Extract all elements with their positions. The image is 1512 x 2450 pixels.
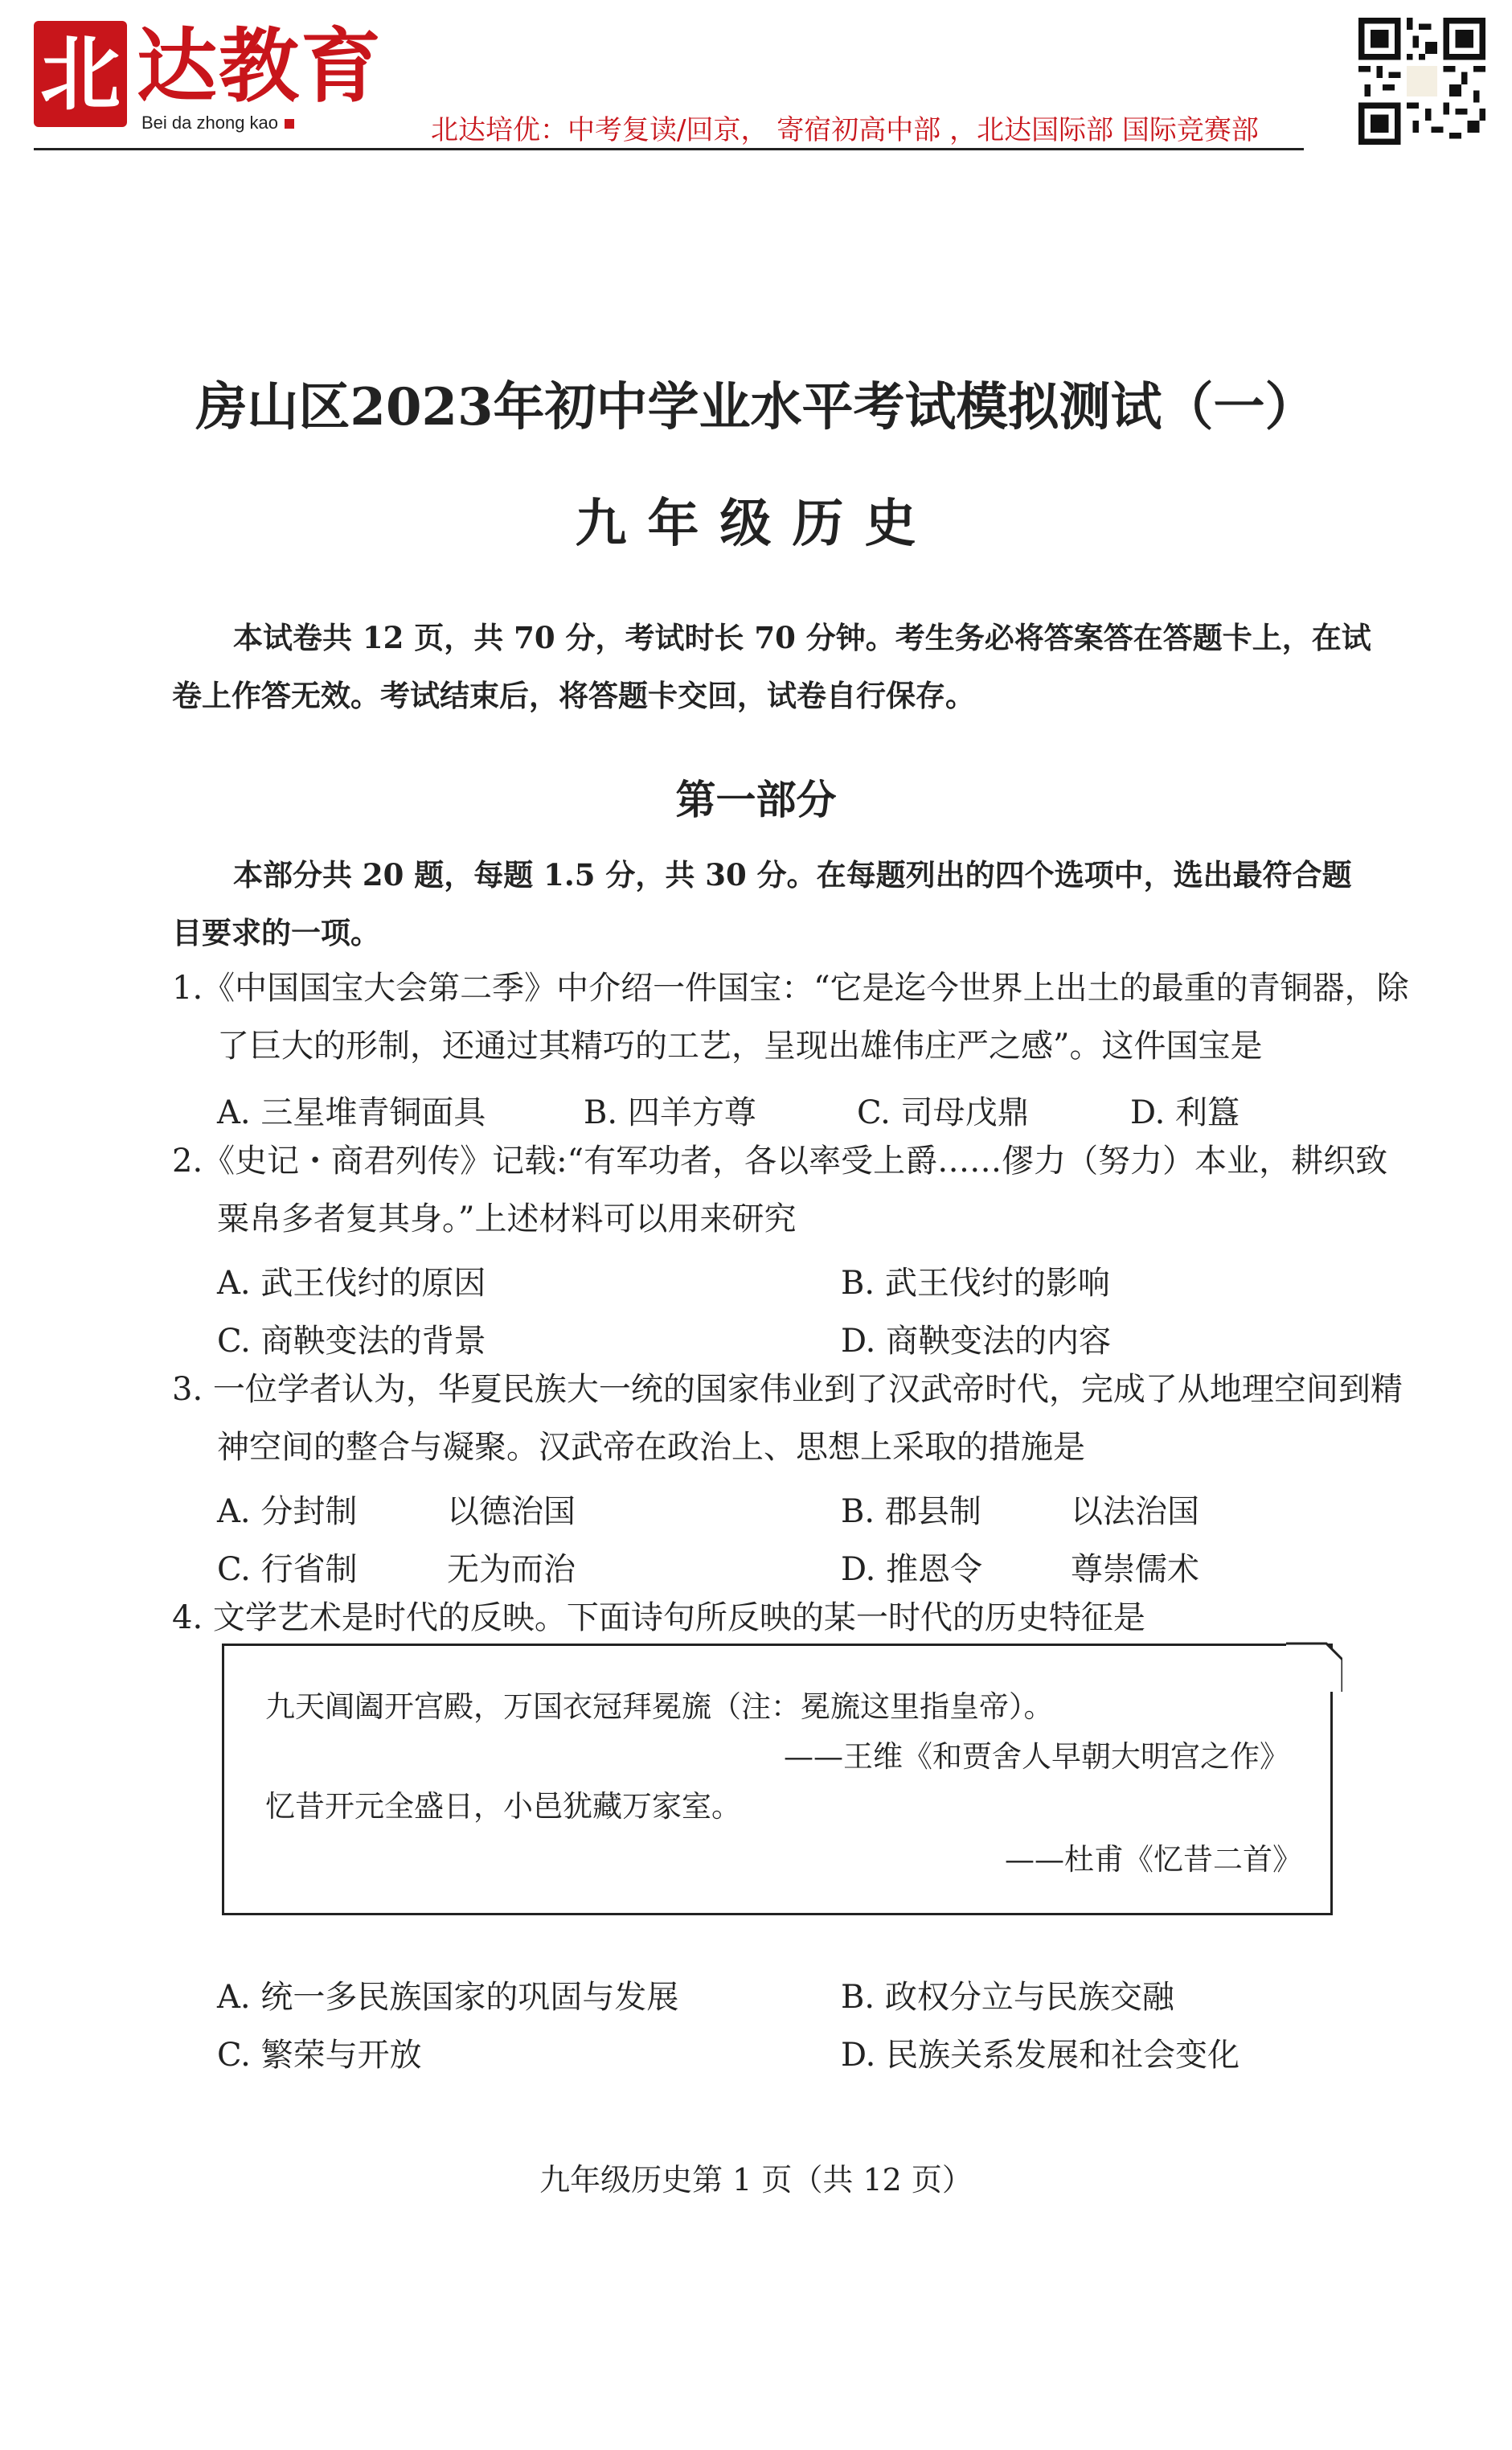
section-intro-line-2: 目要求的一项。 — [172, 915, 380, 950]
poem-line-1: 九天阊阖开宫殿，万国衣冠拜冕旒（注：冕旒这里指皇帝）。 — [265, 1689, 1054, 1724]
exam-notice-line-2: 卷上作答无效。考试结束后，将答题卡交回，试卷自行保存。 — [172, 678, 975, 713]
question-4-option-b[interactable]: B. 政权分立与民族交融 — [841, 1979, 1174, 2016]
exam-subtitle: 九年级历史 — [575, 494, 937, 554]
question-2-option-c[interactable]: C. 商鞅变法的背景 — [217, 1323, 486, 1360]
logo-mark: 北 — [34, 21, 127, 127]
header-tagline: 北达培优：中考复读/回京， 寄宿初高中部 ，北达国际部 国际竞赛部 — [431, 114, 1259, 146]
question-2-line-2: 粟帛多者复其身。”上述材料可以用来研究 — [217, 1200, 797, 1237]
logo-subtitle-text: Bei da zhong kao — [141, 113, 279, 133]
poem-source-1: ——王维《和贾舍人早朝大明宫之作》 — [784, 1739, 1289, 1774]
option-term: A. 分封制 — [217, 1493, 358, 1530]
question-1-line-1: 1.《中国国宝大会第二季》中介绍一件国宝：“它是迄今世界上出土的最重的青铜器，除 — [172, 970, 1409, 1007]
question-3-option-d[interactable] — [841, 1544, 1199, 1590]
option-term: 无为而治 — [447, 1551, 576, 1588]
poem-source-2: ——杜甫《忆昔二首》 — [1005, 1842, 1302, 1877]
question-3-option-c[interactable] — [217, 1544, 576, 1590]
question-3-line-1: 3. 一位学者认为，华夏民族大一统的国家伟业到了汉武帝时代，完成了从地理空间到精 — [172, 1371, 1403, 1408]
option-term: D. 推恩令 — [841, 1551, 983, 1588]
question-3-option-b[interactable] — [841, 1486, 1199, 1532]
section-title: 第一部分 — [675, 776, 837, 823]
option-term: 以德治国 — [447, 1493, 576, 1530]
question-4-option-c[interactable]: C. 繁荣与开放 — [217, 2037, 422, 2074]
logo-text: 达教育 — [137, 19, 383, 113]
poem-line-2: 忆昔开元全盛日，小邑犹藏万家室。 — [265, 1789, 741, 1824]
question-4-line-1: 4. 文学艺术是时代的反映。下面诗句所反映的某一时代的历史特征是 — [172, 1599, 1145, 1636]
option-term: 尊崇儒术 — [1071, 1551, 1199, 1588]
question-2-option-b[interactable]: B. 武王伐纣的影响 — [841, 1265, 1110, 1302]
qr-code-icon — [1358, 18, 1485, 145]
question-2-option-a[interactable]: A. 武王伐纣的原因 — [217, 1265, 486, 1302]
question-4-option-d[interactable]: D. 民族关系发展和社会变化 — [841, 2037, 1240, 2074]
folded-corner-icon — [1286, 1635, 1342, 1692]
question-1-option-d[interactable]: D. 利簋 — [1130, 1094, 1240, 1131]
question-3-option-a[interactable] — [217, 1486, 576, 1532]
question-3-line-2: 神空间的整合与凝聚。汉武帝在政治上、思想上采取的措施是 — [217, 1429, 1085, 1466]
question-1-option-a[interactable]: A. 三星堆青铜面具 — [217, 1094, 486, 1131]
question-2-line-1: 2.《史记・商君列传》记载:“有军功者，各以率受上爵……僇力（努力）本业，耕织致 — [172, 1143, 1388, 1180]
question-1-option-b[interactable]: B. 四羊方尊 — [584, 1094, 756, 1131]
page-footer: 九年级历史第 1 页（共 12 页） — [539, 2162, 973, 2198]
option-term: C. 行省制 — [217, 1551, 358, 1588]
exam-notice-line-1: 本试卷共 12 页，共 70 分，考试时长 70 分钟。考生务必将答案答在答题卡上，在试 — [233, 620, 1371, 655]
question-4-option-a[interactable]: A. 统一多民族国家的巩固与发展 — [217, 1979, 679, 2016]
option-term: B. 郡县制 — [841, 1493, 981, 1530]
logo-square-icon — [285, 119, 294, 129]
question-2-option-d[interactable]: D. 商鞅变法的内容 — [841, 1323, 1112, 1360]
section-intro-line-1: 本部分共 20 题，每题 1.5 分，共 30 分。在每题列出的四个选项中，选出最符合题 — [233, 857, 1352, 893]
question-1-line-2: 了巨大的形制，还通过其精巧的工艺，呈现出雄伟庄严之感”。这件国宝是 — [217, 1028, 1263, 1065]
option-term: 以法治国 — [1071, 1493, 1199, 1530]
header-divider — [34, 148, 1304, 150]
logo-subtitle — [141, 113, 294, 133]
question-1-option-c[interactable]: C. 司母戊鼎 — [857, 1094, 1030, 1131]
exam-title: 房山区2023年初中学业水平考试模拟测试（一） — [195, 377, 1317, 437]
